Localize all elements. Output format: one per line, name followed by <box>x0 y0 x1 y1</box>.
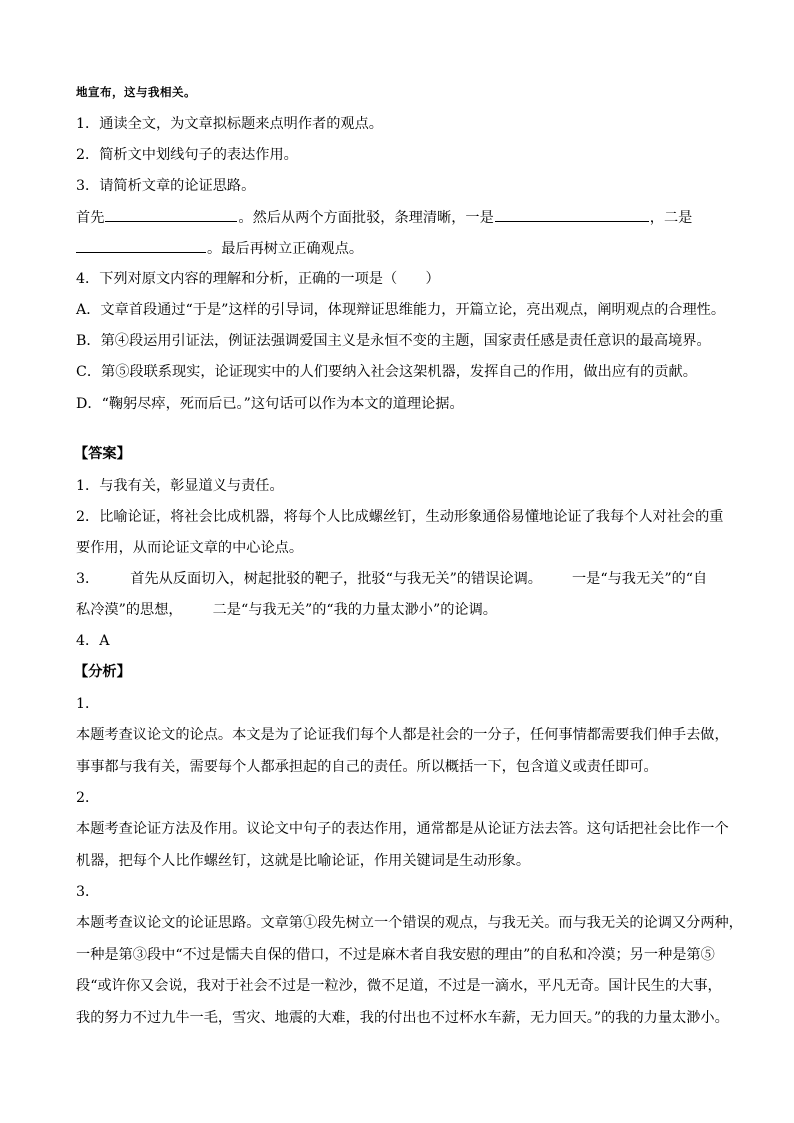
analysis-1-line-2: 事事都与我有关，需要每个人都承担起的自己的责任。所以概括一下，包含道义或责任即可。 <box>76 759 658 775</box>
answer-3-line-2 <box>76 600 724 620</box>
analysis-2-line-1: 本题考查论证方法及作用。议论文中句子的表达作用，通常都是从论证方法去答。这句话把社会比作一个 <box>76 821 729 837</box>
answer-4: 4．A <box>76 633 110 649</box>
fill-text-second: ，二是 <box>649 210 693 226</box>
analysis-number-3: 3． <box>76 884 100 900</box>
question-4-option-d: D．“鞠躬尽瘁，死而后已。”这句话可以作为本文的道理论据。 <box>76 396 464 412</box>
question-4-option-a: A．文章首段通过“于是”这样的引导词，体现辩证思维能力，开篇立论，亮出观点，阐明观点的合理性。 <box>76 302 726 318</box>
question-2: 2．简析文中划线句子的表达作用。 <box>76 147 298 163</box>
answer-3-line-1 <box>76 569 724 589</box>
answer-2-line-2: 要作用，从而论证文章的中心论点。 <box>76 540 304 556</box>
answer-blank-3[interactable] <box>76 238 206 253</box>
answer-3-part-4: 二是“与我无关”的“我的力量太渺小”的论调。 <box>212 602 497 618</box>
answer-blank-2[interactable] <box>495 207 649 222</box>
fill-text-finally: 。最后再树立正确观点。 <box>207 241 364 257</box>
answer-3-part-1: 首先从反面切入，树起批驳的靶子，批驳“与我无关”的错误论调。 <box>130 571 542 587</box>
analysis-number-1: 1． <box>76 696 100 712</box>
answer-blank-1[interactable] <box>105 207 237 222</box>
question-3: 3．请简析文章的论证思路。 <box>76 178 256 194</box>
passage-fragment: 地宣布，这与我相关。 <box>76 85 196 99</box>
analysis-3-line-2: 一种是第③段中“不过是懦夫自保的借口，不过是麻木者自我安慰的理由”的自私和冷漠；另一种是第⑤ <box>76 947 715 963</box>
answer-heading: 【答案】 <box>74 446 131 462</box>
question-1: 1．通读全文，为文章拟标题来点明作者的观点。 <box>76 116 383 132</box>
analysis-3-line-1: 本题考查议论文的论证思路。文章第①段先树立一个错误的观点，与我无关。而与我无关的论调又分两种， <box>76 915 743 931</box>
analysis-2-line-2: 机器，把每个人比作螺丝钉，这就是比喻论证，作用关键词是生动形象。 <box>76 853 531 869</box>
answer-3-part-3: 私冷漠”的思想， <box>76 602 183 618</box>
answer-1: 1．与我有关，彰显道义与责任。 <box>76 478 284 494</box>
analysis-number-2: 2． <box>76 790 100 806</box>
question-4-option-c: C．第⑤段联系现实，论证现实中的人们要纳入社会这架机器，发挥自己的作用，做出应有的贡献。 <box>76 364 697 380</box>
question-3-fill-line-1 <box>76 207 724 228</box>
analysis-heading: 【分析】 <box>74 664 131 680</box>
question-4: 4．下列对原文内容的理解和分析，正确的一项是（ ） <box>76 271 440 287</box>
analysis-1-line-1: 本题考查议论文的论点。本文是为了论证我们每个人都是社会的一分子，任何事情都需要我们伸手去做， <box>76 727 729 743</box>
answer-3-part-2: 一是“与我无关”的“自 <box>571 571 708 587</box>
analysis-3-line-4: 我的努力不过九牛一毛，雪灾、地震的大难，我的付出也不过杯水车薪，无力回天。”的我的力量太渺小。 <box>76 1010 729 1026</box>
fill-text-first: 首先 <box>76 210 105 226</box>
question-3-fill-line-2 <box>76 238 724 259</box>
question-4-option-b: B．第④段运用引证法，例证法强调爱国主义是永恒不变的主题，国家责任感是责任意识的最高境界。 <box>76 333 711 349</box>
answer-3-number: 3． <box>76 571 100 587</box>
answer-2-line-1: 2．比喻论证，将社会比成机器，将每个人比成螺丝钉，生动形象通俗易懂地论证了我每个人对社会的重 <box>76 509 724 525</box>
fill-text-then: 。然后从两个方面批驳，条理清晰，一是 <box>238 210 494 226</box>
analysis-3-line-3: 段“或许你又会说，我对于社会不过是一粒沙，微不足道，不过是一滴水，平凡无奇。国计民生的大事， <box>76 978 722 994</box>
